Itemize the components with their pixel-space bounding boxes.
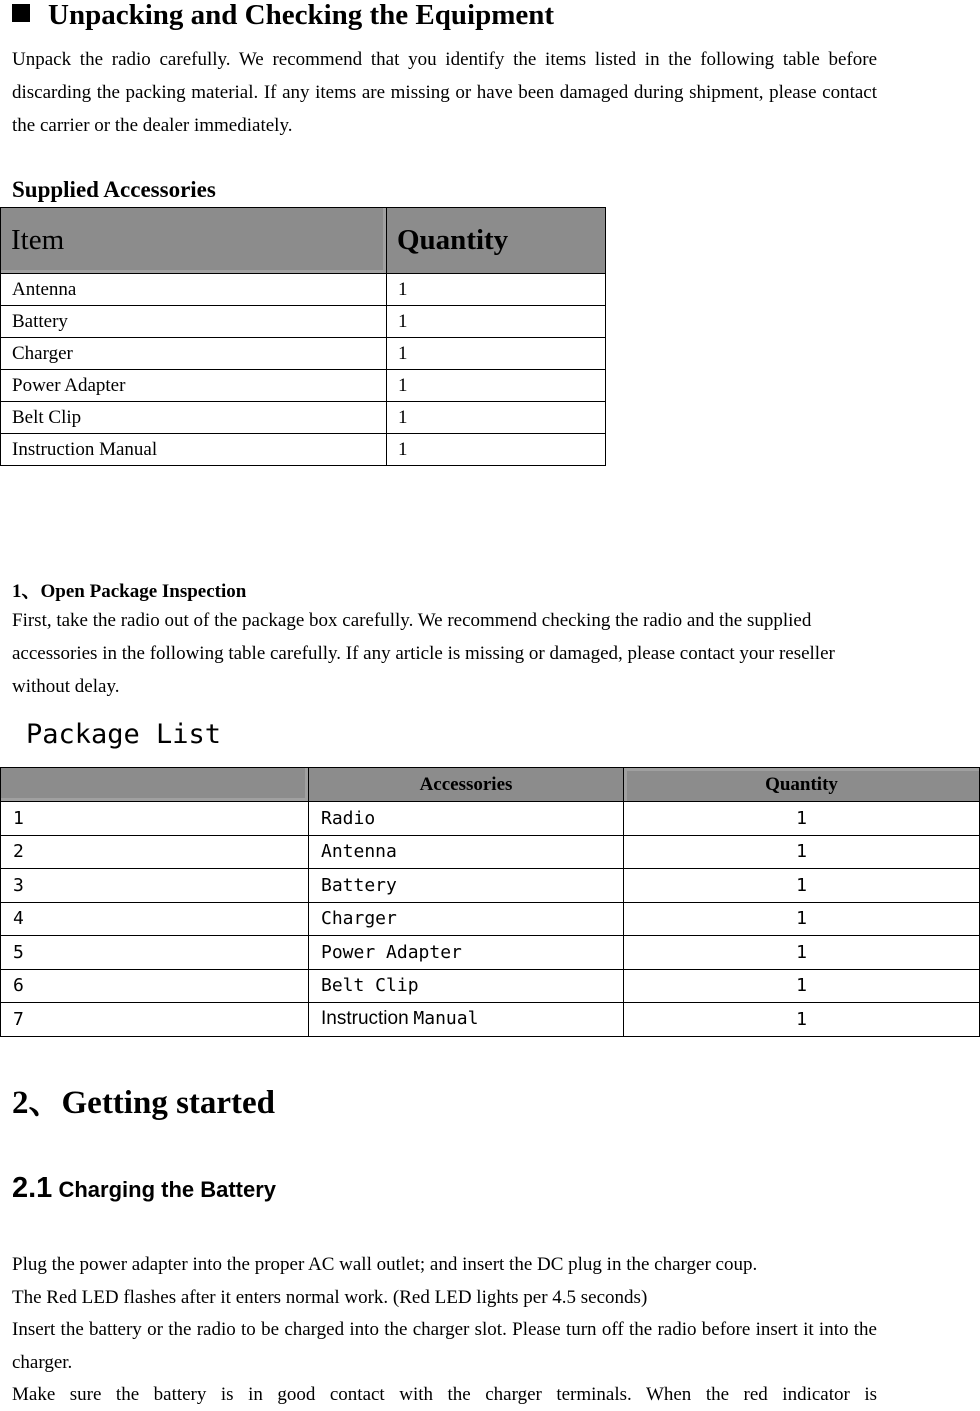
section-2-title: 2、Getting started xyxy=(12,1085,276,1121)
table-header-row xyxy=(1,768,980,802)
accessory-prefix: Instruction xyxy=(321,1008,409,1030)
package-list-title: Package List xyxy=(26,719,222,750)
table-row xyxy=(1,835,980,869)
header-quantity: Quantity xyxy=(624,768,980,802)
table-row xyxy=(1,1003,980,1037)
item-cell: Belt Clip xyxy=(1,402,387,434)
square-bullet-icon xyxy=(12,4,30,22)
index-cell: 2 xyxy=(1,835,309,869)
accessory-cell: Battery xyxy=(309,869,624,903)
page-heading xyxy=(12,0,554,30)
charging-line-1: Plug the power adapter into the proper AC wall outlet; and insert the DC plug in the charger coup. xyxy=(12,1254,758,1275)
header-accessories: Accessories xyxy=(309,768,624,802)
quantity-cell: 1 xyxy=(387,402,606,434)
quantity-cell: 1 xyxy=(387,274,606,306)
section-1-paragraph: First, take the radio out of the package box carefully. We recommend checking the radio and the supplied accessories in the following table carefully. If any article is missing or damaged, please contact your reseller without delay. xyxy=(12,610,835,697)
quantity-cell: 1 xyxy=(387,370,606,402)
index-cell: 4 xyxy=(1,902,309,936)
table-row xyxy=(1,370,606,402)
index-cell: 3 xyxy=(1,869,309,903)
section-2-1-title xyxy=(12,1172,276,1205)
quantity-cell: 1 xyxy=(624,902,980,936)
section-2-1-label: Charging the Battery xyxy=(58,1177,277,1202)
table-row xyxy=(1,434,606,466)
package-list-table xyxy=(0,767,980,1037)
index-cell: 5 xyxy=(1,936,309,970)
quantity-cell: 1 xyxy=(624,835,980,869)
table-row xyxy=(1,802,980,836)
accessory-cell: Charger xyxy=(309,902,624,936)
charging-line-2: The Red LED flashes after it enters normal work. (Red LED lights per 4.5 seconds) xyxy=(12,1287,648,1308)
charging-line-3: Insert the battery or the radio to be charged into the charger slot. Please turn off the radio before insert it into the charger. xyxy=(12,1319,877,1373)
intro-paragraph: Unpack the radio carefully. We recommend that you identify the items listed in the following table before discarding the packing material. If any items are missing or have been damaged during shipment, please contact the carrier or the dealer immediately. xyxy=(12,49,877,136)
header-index xyxy=(1,768,309,802)
quantity-cell: 1 xyxy=(624,969,980,1003)
accessory-cell xyxy=(309,1003,624,1037)
quantity-cell: 1 xyxy=(387,338,606,370)
item-cell: Battery xyxy=(1,306,387,338)
accessory-name: Manual xyxy=(413,1008,479,1030)
section-2-1-number: 2.1 xyxy=(12,1172,53,1204)
index-cell: 6 xyxy=(1,969,309,1003)
accessory-cell: Radio xyxy=(309,802,624,836)
accessory-cell: Antenna xyxy=(309,835,624,869)
item-cell: Antenna xyxy=(1,274,387,306)
table-header-row xyxy=(1,208,606,274)
index-cell: 7 xyxy=(1,1003,309,1037)
charging-line-4: Make sure the battery is in good contact with the charger terminals. When the red indicator is xyxy=(12,1384,877,1405)
quantity-cell: 1 xyxy=(387,434,606,466)
table-row xyxy=(1,402,606,434)
item-cell: Power Adapter xyxy=(1,370,387,402)
quantity-cell: 1 xyxy=(624,869,980,903)
table-row xyxy=(1,869,980,903)
supplied-accessories-table xyxy=(0,207,606,466)
item-cell: Instruction Manual xyxy=(1,434,387,466)
heading-title: Unpacking and Checking the Equipment xyxy=(48,0,555,31)
header-quantity: Quantity xyxy=(387,208,606,274)
quantity-cell: 1 xyxy=(387,306,606,338)
quantity-cell: 1 xyxy=(624,1003,980,1037)
table-row xyxy=(1,274,606,306)
index-cell: 1 xyxy=(1,802,309,836)
item-cell: Charger xyxy=(1,338,387,370)
quantity-cell: 1 xyxy=(624,802,980,836)
accessory-cell: Belt Clip xyxy=(309,969,624,1003)
header-item: Item xyxy=(1,208,387,274)
table-row xyxy=(1,902,980,936)
section-1-title: 1、Open Package Inspection xyxy=(12,581,247,602)
table-row xyxy=(1,969,980,1003)
accessory-cell: Power Adapter xyxy=(309,936,624,970)
table-row xyxy=(1,936,980,970)
table-row xyxy=(1,306,606,338)
supplied-accessories-title: Supplied Accessories xyxy=(12,177,216,202)
table-row xyxy=(1,338,606,370)
quantity-cell: 1 xyxy=(624,936,980,970)
